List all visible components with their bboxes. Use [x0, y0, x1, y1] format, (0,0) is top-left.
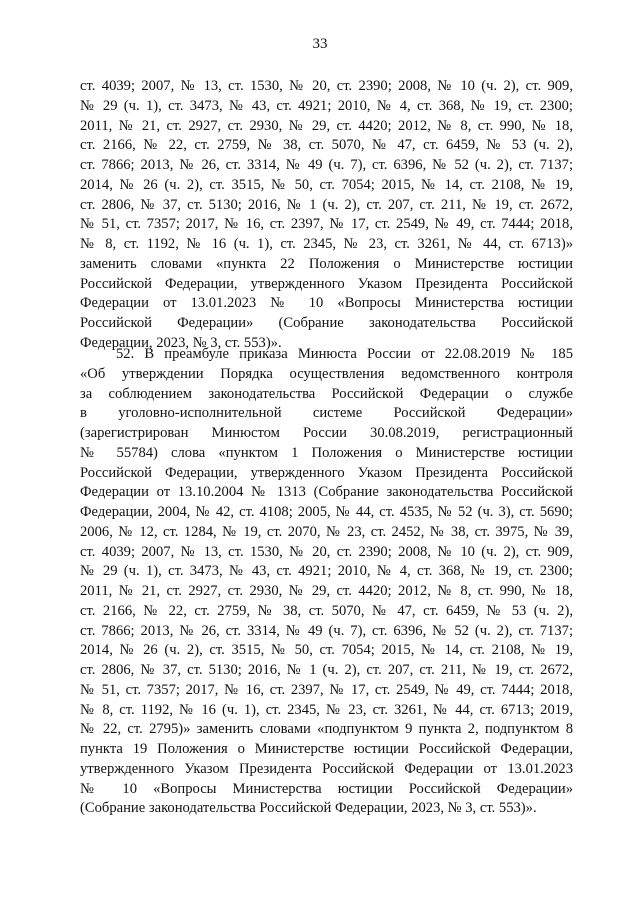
- text-line: Федерации от 13.10.2004 № 1313 (Собрание законодательства Российской: [80, 484, 573, 501]
- text-line: ст. 2806, № 37, ст. 5130; 2016, № 1 (ч. 2), ст. 207, ст. 211, № 19, ст. 2672,: [80, 662, 573, 678]
- text-line: Российской Федерации, утвержденного Указом Президента Российской: [80, 464, 573, 481]
- text-line: № 8, ст. 1192, № 16 (ч. 1), ст. 2345, № 23, ст. 3261, № 44, ст. 6713; 2019,: [80, 701, 573, 718]
- text-line: утвержденного Указом Президента Российской Федерации от 13.01.2023: [80, 760, 573, 777]
- text-line: пункта 19 Положения о Министерстве юстиции Российской Федерации,: [80, 741, 573, 757]
- text-line: «Об утверждении Порядка осуществления ведомственного контроля: [80, 365, 573, 382]
- text-line: ст. 2166, № 22, ст. 2759, № 38, ст. 5070, № 47, ст. 6459, № 53 (ч. 2),: [80, 137, 573, 154]
- text-line: № 22, ст. 2795)» заменить словами «подпунктом 9 пункта 2, подпунктом 8: [80, 721, 573, 738]
- text-line: 2011, № 21, ст. 2927, ст. 2930, № 29, ст. 4420; 2012, № 8, ст. 990, № 18,: [80, 117, 573, 134]
- text-line: в уголовно-исполнительной системе Российской Федерации»: [80, 405, 573, 422]
- text-line: Федерации, 2004, № 42, ст. 4108; 2005, № 44, ст. 4535, № 52 (ч. 3), ст. 5690;: [80, 504, 573, 520]
- text-line: № 51, ст. 7357; 2017, № 16, ст. 2397, № 17, ст. 2549, № 49, ст. 7444; 2018,: [80, 216, 573, 233]
- text-line: за соблюдением законодательства Российской Федерации о службе: [80, 385, 573, 402]
- text-line: заменить словами «пункта 22 Положения о Министерстве юстиции: [80, 255, 573, 272]
- text-line: № 8, ст. 1192, № 16 (ч. 1), ст. 2345, № 23, ст. 3261, № 44, ст. 6713)»: [80, 236, 573, 252]
- text-line: ст. 4039; 2007, № 13, ст. 1530, № 20, ст. 2390; 2008, № 10 (ч. 2), ст. 909,: [80, 543, 573, 560]
- text-line: Российской Федерации» (Собрание законодательства Российской: [80, 315, 573, 331]
- text-line: 52. В преамбуле приказа Минюста России от 22.08.2019 № 185: [116, 346, 573, 362]
- text-line: ст. 4039; 2007, № 13, ст. 1530, № 20, ст. 2390; 2008, № 10 (ч. 2), ст. 909,: [80, 78, 573, 94]
- text-line: ст. 7866; 2013, № 26, ст. 3314, № 49 (ч. 7), ст. 6396, № 52 (ч. 2), ст. 7137;: [80, 157, 573, 173]
- text-line: № 55784) слова «пунктом 1 Положения о Министерстве юстиции: [80, 444, 573, 461]
- text-line: Федерации от 13.01.2023 № 10 «Вопросы Министерства юстиции: [80, 295, 573, 312]
- text-line: ст. 2166, № 22, ст. 2759, № 38, ст. 5070, № 47, ст. 6459, № 53 (ч. 2),: [80, 602, 573, 619]
- text-line: (зарегистрирован Минюстом России 30.08.2019, регистрационный: [80, 425, 573, 441]
- text-line: Федерации, 2023, № 3, ст. 553)».: [80, 334, 282, 351]
- text-line: (Собрание законодательства Российской Федерации, 2023, № 3, ст. 553)».: [80, 800, 537, 817]
- text-line: ст. 2806, № 37, ст. 5130; 2016, № 1 (ч. 2), ст. 207, ст. 211, № 19, ст. 2672,: [80, 196, 573, 213]
- paragraph-item-52: [80, 345, 573, 819]
- text-line: 2011, № 21, ст. 2927, ст. 2930, № 29, ст. 4420; 2012, № 8, ст. 990, № 18,: [80, 583, 573, 599]
- text-line: № 29 (ч. 1), ст. 3473, № 43, ст. 4921; 2010, № 4, ст. 368, № 19, ст. 2300;: [80, 97, 573, 114]
- text-line: 2006, № 12, ст. 1284, № 19, ст. 2070, № 23, ст. 2452, № 38, ст. 3975, № 39,: [80, 523, 573, 540]
- paragraph-continuation: [80, 77, 573, 354]
- text-line: № 51, ст. 7357; 2017, № 16, ст. 2397, № 17, ст. 2549, № 49, ст. 7444; 2018,: [80, 681, 573, 698]
- page-number: 33: [312, 36, 328, 52]
- text-line: № 10 «Вопросы Министерства юстиции Российской Федерации»: [80, 780, 573, 797]
- text-line: ст. 7866; 2013, № 26, ст. 3314, № 49 (ч. 7), ст. 6396, № 52 (ч. 2), ст. 7137;: [80, 622, 573, 639]
- text-line: 2014, № 26 (ч. 2), ст. 3515, № 50, ст. 7054; 2015, № 14, ст. 2108, № 19,: [80, 642, 573, 659]
- text-line: № 29 (ч. 1), ст. 3473, № 43, ст. 4921; 2010, № 4, ст. 368, № 19, ст. 2300;: [80, 563, 573, 580]
- text-line: 2014, № 26 (ч. 2), ст. 3515, № 50, ст. 7054; 2015, № 14, ст. 2108, № 19,: [80, 176, 573, 193]
- text-line: Российской Федерации, утвержденного Указом Президента Российской: [80, 275, 573, 292]
